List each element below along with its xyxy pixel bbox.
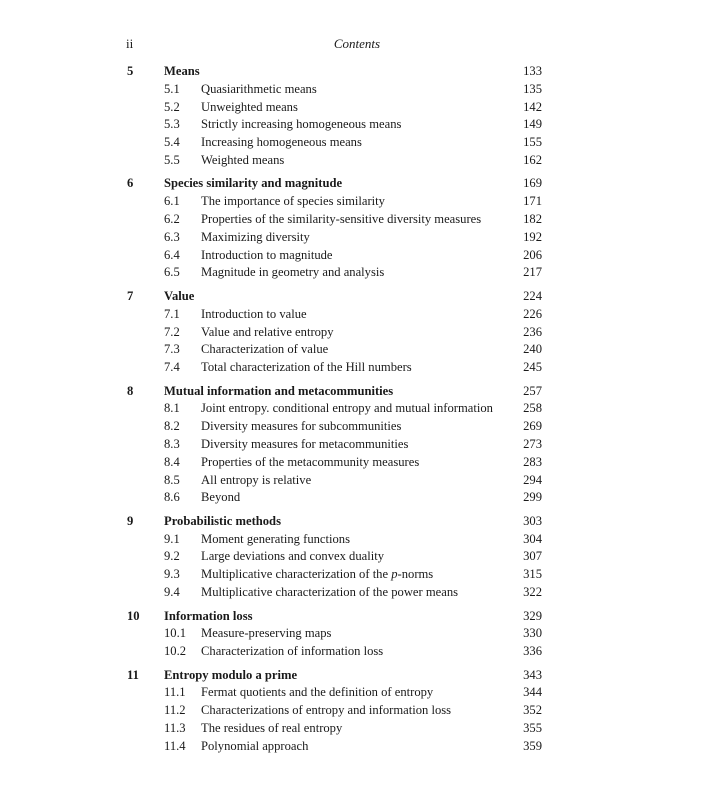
page-number: 329	[523, 608, 542, 623]
page-number: 240	[523, 342, 542, 357]
chapter-number: 5	[127, 64, 134, 78]
section-title: Increasing homogeneous means	[201, 135, 362, 150]
page-number: 155	[523, 135, 542, 150]
toc-chapter	[0, 513, 714, 602]
chapter-title: Information loss	[164, 608, 253, 623]
section-number: 9.1	[164, 531, 180, 546]
page-number: 336	[523, 644, 542, 659]
chapter-title: Value	[164, 288, 195, 303]
page-number: 236	[523, 324, 542, 339]
section-entry[interactable]	[0, 306, 714, 324]
section-number: 9.2	[164, 549, 180, 564]
section-number: 8.3	[164, 437, 180, 451]
section-number: 5.2	[164, 99, 180, 114]
section-entry[interactable]	[0, 684, 714, 702]
section-title: Moment generating functions	[201, 531, 350, 546]
page-number: 182	[523, 212, 542, 227]
page-number: 169	[523, 176, 542, 191]
section-title: Introduction to magnitude	[201, 247, 333, 262]
section-number: 7.3	[164, 342, 180, 357]
toc-chapter	[0, 288, 714, 377]
section-title: Characterizations of entropy and information loss	[201, 703, 452, 718]
section-title: Fermat quotients and the definition of entropy	[201, 685, 434, 700]
section-entry[interactable]	[0, 229, 714, 247]
page-folio: ii	[126, 36, 134, 51]
section-number: 6.1	[164, 194, 180, 209]
chapter-number: 8	[127, 383, 134, 398]
section-number: 11.1	[164, 685, 186, 700]
page-number: 162	[523, 152, 542, 167]
section-title: All entropy is relative	[201, 472, 312, 487]
chapter-number: 10	[127, 608, 140, 623]
section-number: 7.1	[164, 306, 180, 321]
section-title: Total characterization of the Hill numbers	[201, 360, 412, 375]
section-number: 8.6	[164, 490, 180, 505]
section-title: The residues of real entropy	[201, 721, 343, 736]
page-number: 303	[523, 513, 542, 528]
chapter-title: Probabilistic methods	[164, 513, 281, 528]
page-number: 322	[523, 585, 542, 600]
section-title: Large deviations and convex duality	[201, 549, 385, 564]
chapter-number: 7	[127, 288, 134, 303]
section-number: 6.3	[164, 229, 180, 244]
section-entry[interactable]	[0, 418, 714, 436]
page-number: 149	[523, 117, 542, 132]
chapter-number: 9	[127, 513, 134, 528]
section-entry[interactable]	[0, 436, 714, 454]
section-entry[interactable]	[0, 116, 714, 134]
page-number: 344	[523, 685, 542, 700]
section-number: 7.2	[164, 324, 180, 339]
section-title: Diversity measures for subcommunities	[201, 419, 402, 434]
page-number: 299	[523, 490, 542, 505]
section-title: Characterization of information loss	[201, 644, 384, 659]
toc-chapter	[0, 667, 714, 756]
section-entry[interactable]	[0, 400, 714, 418]
toc-chapter	[0, 175, 714, 282]
math-symbol-p: p	[391, 567, 398, 582]
chapter-title: Means	[164, 64, 200, 78]
section-number: 7.4	[164, 360, 180, 375]
chapter-heading[interactable]	[0, 513, 714, 531]
page-number: 171	[523, 194, 542, 209]
section-title: The importance of species similarity	[201, 194, 385, 209]
page-number: 226	[523, 306, 542, 321]
section-number: 11.4	[164, 738, 186, 753]
chapter-title: Mutual information and metacommunities	[164, 383, 394, 398]
section-title: Measure-preserving maps	[201, 626, 332, 641]
section-title	[201, 566, 433, 584]
page-number: 135	[523, 81, 542, 96]
section-entry[interactable]	[0, 702, 714, 720]
page-number: 142	[523, 99, 542, 114]
section-entry[interactable]	[0, 531, 714, 549]
section-title-text: Multiplicative characterization of the	[201, 567, 392, 582]
chapter-title: Species similarity and magnitude	[164, 176, 343, 191]
section-entry[interactable]	[0, 134, 714, 152]
section-entry[interactable]	[0, 625, 714, 643]
section-entry[interactable]	[0, 489, 714, 507]
section-entry[interactable]	[0, 324, 714, 342]
section-entry[interactable]	[0, 643, 714, 661]
section-entry[interactable]	[0, 152, 714, 170]
section-number: 5.1	[164, 81, 180, 96]
section-title: Maximizing diversity	[201, 229, 310, 244]
page-number: 269	[523, 419, 542, 434]
section-title: Strictly increasing homogeneous means	[201, 117, 402, 132]
toc-chapter	[0, 63, 714, 170]
section-entry[interactable]	[0, 247, 714, 265]
chapter-number: 6	[127, 176, 134, 191]
running-head	[0, 36, 714, 52]
section-title: Diversity measures for metacommunities	[201, 437, 409, 451]
page-number: 258	[523, 401, 542, 416]
page-number: 133	[523, 64, 542, 78]
section-entry[interactable]	[0, 211, 714, 229]
chapter-heading[interactable]	[0, 63, 714, 81]
section-entry[interactable]	[0, 359, 714, 377]
page-number: 206	[523, 247, 542, 262]
page-number: 352	[523, 703, 542, 718]
page-number: 217	[523, 265, 542, 280]
section-title: Joint entropy. conditional entropy and mutual information	[201, 401, 493, 416]
section-entry[interactable]	[0, 99, 714, 117]
section-entry[interactable]	[0, 472, 714, 490]
section-number: 9.3	[164, 567, 180, 582]
page-number: 224	[523, 288, 542, 303]
section-entry[interactable]	[0, 720, 714, 738]
section-title: Magnitude in geometry and analysis	[201, 265, 385, 280]
section-entry[interactable]	[0, 264, 714, 282]
page-number: 257	[523, 383, 542, 398]
section-number: 8.5	[164, 472, 180, 487]
toc-chapter	[0, 383, 714, 508]
section-number: 10.1	[164, 626, 187, 641]
section-number: 6.2	[164, 212, 180, 227]
page-number: 273	[523, 437, 542, 451]
table-of-contents	[0, 63, 714, 756]
section-title: Weighted means	[201, 152, 285, 167]
section-number: 5.5	[164, 152, 180, 167]
section-number: 9.4	[164, 585, 180, 600]
section-entry[interactable]	[0, 584, 714, 602]
section-entry[interactable]	[0, 341, 714, 359]
chapter-heading[interactable]	[0, 667, 714, 685]
section-title: Beyond	[201, 490, 241, 505]
chapter-heading[interactable]	[0, 288, 714, 306]
section-number: 8.1	[164, 401, 180, 416]
page-number: 343	[523, 667, 542, 682]
section-title: Polynomial approach	[201, 738, 309, 753]
section-title: Properties of the metacommunity measures	[201, 454, 420, 469]
section-number: 6.4	[164, 247, 180, 262]
section-number: 10.2	[164, 644, 187, 659]
chapter-heading[interactable]	[0, 383, 714, 401]
section-title: Quasiarithmetic means	[201, 81, 317, 96]
section-entry[interactable]	[0, 454, 714, 472]
chapter-heading[interactable]	[0, 175, 714, 193]
section-entry[interactable]	[0, 193, 714, 211]
section-entry[interactable]	[0, 738, 714, 756]
toc-chapter	[0, 608, 714, 661]
chapter-title: Entropy modulo a prime	[164, 667, 298, 682]
section-number: 8.2	[164, 419, 180, 434]
section-entry[interactable]	[0, 548, 714, 566]
section-title: Unweighted means	[201, 99, 298, 114]
page-number: 359	[523, 738, 542, 753]
chapter-number: 11	[127, 667, 139, 682]
section-title: Properties of the similarity-sensitive diversity measures	[201, 212, 482, 227]
section-number: 11.3	[164, 721, 186, 736]
page-number: 355	[523, 721, 542, 736]
section-number: 6.5	[164, 265, 180, 280]
chapter-heading[interactable]	[0, 608, 714, 626]
section-title: Multiplicative characterization of the power means	[201, 585, 459, 600]
page-number: 307	[523, 549, 542, 564]
section-number: 5.4	[164, 135, 180, 150]
section-entry[interactable]	[0, 566, 714, 584]
page-number: 304	[523, 531, 542, 546]
section-title: Characterization of value	[201, 342, 329, 357]
page-number: 192	[523, 229, 542, 244]
section-number: 8.4	[164, 454, 180, 469]
page-number: 283	[523, 454, 542, 469]
running-head-title: Contents	[333, 36, 381, 51]
section-title-text: -norms	[397, 567, 434, 582]
section-number: 5.3	[164, 117, 180, 132]
section-title: Introduction to value	[201, 306, 307, 321]
page-number: 245	[523, 360, 542, 375]
page-number: 294	[523, 472, 542, 487]
section-title: Value and relative entropy	[201, 324, 334, 339]
page-number: 330	[523, 626, 542, 641]
section-number: 11.2	[164, 703, 186, 718]
section-entry[interactable]	[0, 81, 714, 99]
page-number: 315	[523, 567, 542, 582]
